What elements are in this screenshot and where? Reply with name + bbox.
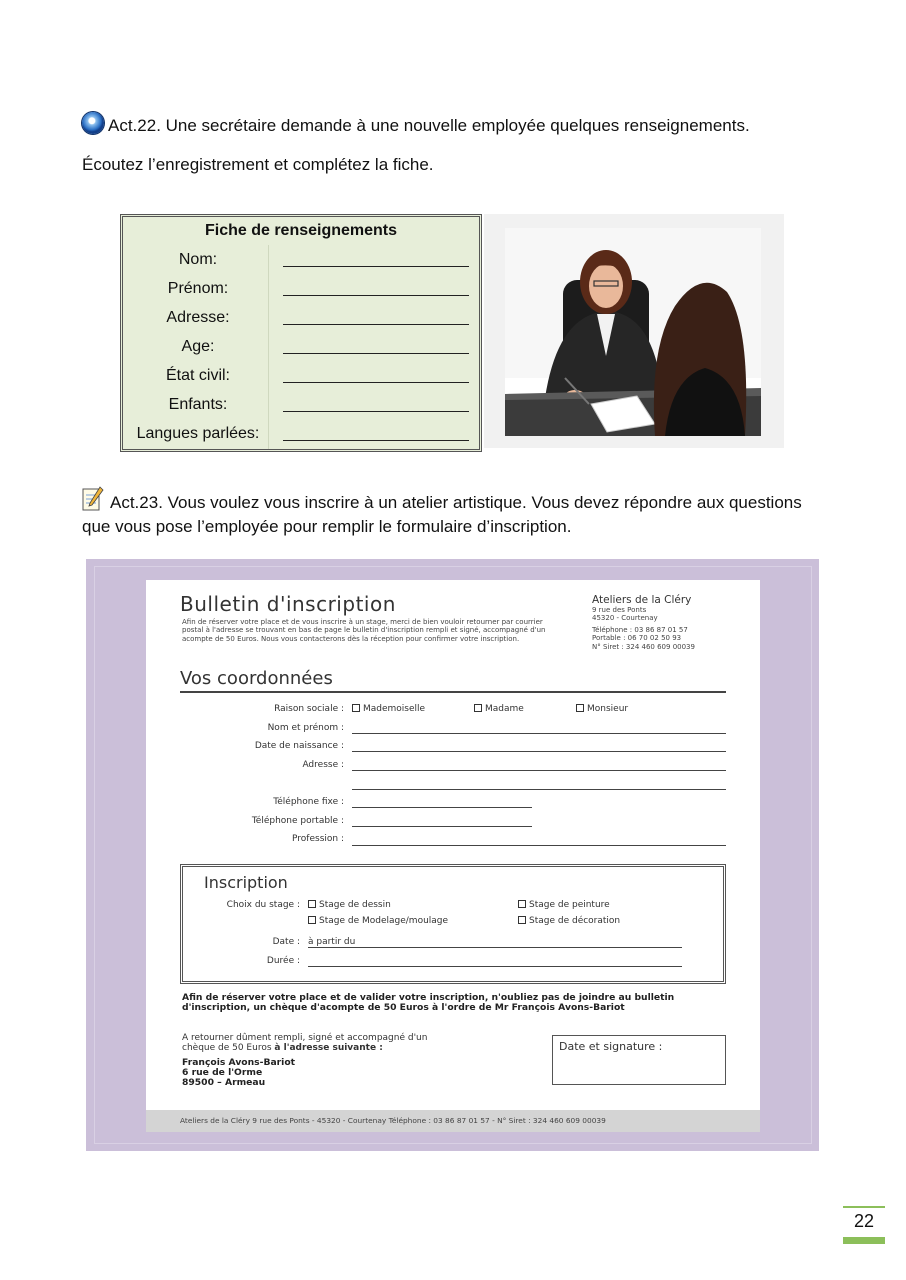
org-phone: Téléphone : 03 86 87 01 57 bbox=[592, 625, 688, 634]
inscription-heading: Inscription bbox=[204, 873, 288, 892]
stage-dessin-option[interactable]: Stage de dessin bbox=[308, 900, 391, 910]
org-siret: N° Siret : 324 460 609 00039 bbox=[592, 642, 695, 651]
checkbox-icon[interactable] bbox=[308, 900, 316, 908]
raison-sociale-label: Raison sociale : bbox=[274, 704, 344, 714]
checkbox-icon[interactable] bbox=[518, 916, 526, 924]
date-naissance-field[interactable] bbox=[352, 751, 726, 752]
signature-box[interactable] bbox=[552, 1035, 726, 1085]
fiche-blank[interactable] bbox=[283, 398, 469, 412]
fiche-label: Langues parlées: bbox=[136, 424, 260, 442]
fiche-blank[interactable] bbox=[283, 427, 469, 441]
fiche-label: État civil: bbox=[165, 366, 230, 384]
telephone-portable-field[interactable] bbox=[352, 826, 532, 827]
checkbox-icon[interactable] bbox=[576, 704, 584, 712]
choix-stage-label: Choix du stage : bbox=[226, 900, 300, 910]
fiche-row bbox=[123, 419, 479, 448]
fiche-label: Adresse: bbox=[166, 308, 230, 326]
page-number-rule bbox=[843, 1206, 885, 1208]
bulletin-title: Bulletin d'inscription bbox=[180, 592, 396, 616]
date-label: Date : bbox=[272, 937, 300, 947]
date-naissance-label: Date de naissance : bbox=[254, 741, 344, 751]
fiche-blank[interactable] bbox=[283, 369, 469, 383]
page-number: 22 bbox=[853, 1211, 875, 1231]
interview-photo bbox=[484, 214, 784, 448]
return-instructions: A retourner dûment rempli, signé et accompagné d'un chèque de 50 Euros à l'adresse suivante : bbox=[182, 1033, 428, 1053]
duree-field[interactable] bbox=[308, 966, 682, 967]
fiche-blank[interactable] bbox=[283, 282, 469, 296]
option-mademoiselle[interactable]: Mademoiselle bbox=[352, 704, 425, 714]
bulletin-footer: Ateliers de la Cléry 9 rue des Ponts - 45320 - Courtenay Téléphone : 03 86 87 01 57 - N° Siret : 324 460 609 00039 bbox=[146, 1110, 760, 1132]
option-monsieur[interactable]: Monsieur bbox=[576, 704, 628, 714]
fiche-label: Enfants: bbox=[168, 395, 228, 413]
checkbox-icon[interactable] bbox=[352, 704, 360, 712]
page-number-bar bbox=[843, 1237, 885, 1244]
checkbox-icon[interactable] bbox=[518, 900, 526, 908]
fiche-row bbox=[123, 332, 479, 361]
notice-text: Afin de réserver votre place et de valider votre inscription, n'oubliez pas de joindre au bulletin d'inscription, un chèque d'acompte de 50 Euros à l'ordre de Mr François Avons-Bariot bbox=[182, 992, 675, 1013]
fiche-blank[interactable] bbox=[283, 311, 469, 325]
nom-prenom-field[interactable] bbox=[352, 733, 726, 734]
fiche-renseignements-table bbox=[120, 214, 482, 452]
checkbox-icon[interactable] bbox=[474, 704, 482, 712]
bulletin-inscription-form bbox=[146, 580, 760, 1132]
fiche-row bbox=[123, 361, 479, 390]
stage-decoration-option[interactable]: Stage de décoration bbox=[518, 916, 620, 926]
fiche-row bbox=[123, 303, 479, 332]
org-mobile: Portable : 06 70 02 50 93 bbox=[592, 634, 682, 643]
act23-heading bbox=[82, 486, 822, 539]
org-block bbox=[592, 594, 695, 651]
notepad-pencil-icon bbox=[82, 486, 104, 512]
stage-peinture-option[interactable]: Stage de peinture bbox=[518, 900, 610, 910]
fiche-row bbox=[123, 245, 479, 274]
fiche-title: Fiche de renseignements bbox=[204, 222, 398, 239]
fiche-blank[interactable] bbox=[283, 340, 469, 354]
return-address: François Avons-Bariot 6 rue de l'Orme 89500 – Armeau bbox=[182, 1057, 296, 1088]
act22-instruction: Écoutez l’enregistrement et complétez la fiche. bbox=[82, 155, 434, 174]
act23-text: Act.23. Vous voulez vous inscrire à un atelier artistique. Vous devez répondre aux questions que vous pose l’employée pour remplir le formulaire d’inscription. bbox=[82, 493, 802, 536]
org-city: 45320 - Courtenay bbox=[592, 614, 658, 623]
nom-prenom-label: Nom et prénom : bbox=[267, 723, 344, 733]
adresse-field-line2[interactable] bbox=[352, 789, 726, 790]
fiche-label: Prénom: bbox=[167, 279, 229, 297]
act22-heading bbox=[82, 112, 750, 138]
org-street: 9 rue des Ponts bbox=[592, 606, 647, 614]
interview-illustration bbox=[505, 228, 761, 436]
date-value: à partir du bbox=[308, 937, 356, 947]
adresse-field[interactable] bbox=[352, 770, 726, 771]
checkbox-icon[interactable] bbox=[308, 916, 316, 924]
fiche-blank[interactable] bbox=[283, 253, 469, 267]
signature-label: Date et signature : bbox=[559, 1040, 663, 1053]
coordonnees-heading: Vos coordonnées bbox=[180, 668, 333, 689]
stage-modelage-option[interactable]: Stage de Modelage/moulage bbox=[308, 916, 448, 926]
act22-text: Act.22. Une secrétaire demande à une nouvelle employée quelques renseignements. bbox=[108, 116, 750, 135]
duree-label: Durée : bbox=[266, 956, 300, 966]
org-name: Ateliers de la Cléry bbox=[592, 594, 692, 606]
fiche-label: Age: bbox=[181, 337, 215, 355]
date-field[interactable] bbox=[308, 947, 682, 948]
telephone-fixe-label: Téléphone fixe : bbox=[273, 797, 344, 807]
option-madame[interactable]: Madame bbox=[474, 704, 524, 714]
profession-field[interactable] bbox=[352, 845, 726, 846]
profession-label: Profession : bbox=[292, 834, 344, 844]
adresse-label: Adresse : bbox=[302, 760, 344, 770]
fiche-label: Nom: bbox=[178, 250, 218, 268]
audio-cd-icon bbox=[82, 112, 104, 134]
fiche-row bbox=[123, 390, 479, 419]
telephone-fixe-field[interactable] bbox=[352, 807, 532, 808]
bulletin-intro: Afin de réserver votre place et de vous inscrire à un stage, merci de bien vouloir retourner par courrier postal à l'adresse se trouvant en bas de page le bulletin d'inscription rempli et signé, accompagné d'un acompte de 50 Euros. Nous vous contacterons dès la réception pour confirmer votre inscription. bbox=[182, 618, 546, 643]
fiche-row bbox=[123, 274, 479, 303]
telephone-portable-label: Téléphone portable : bbox=[251, 816, 344, 826]
